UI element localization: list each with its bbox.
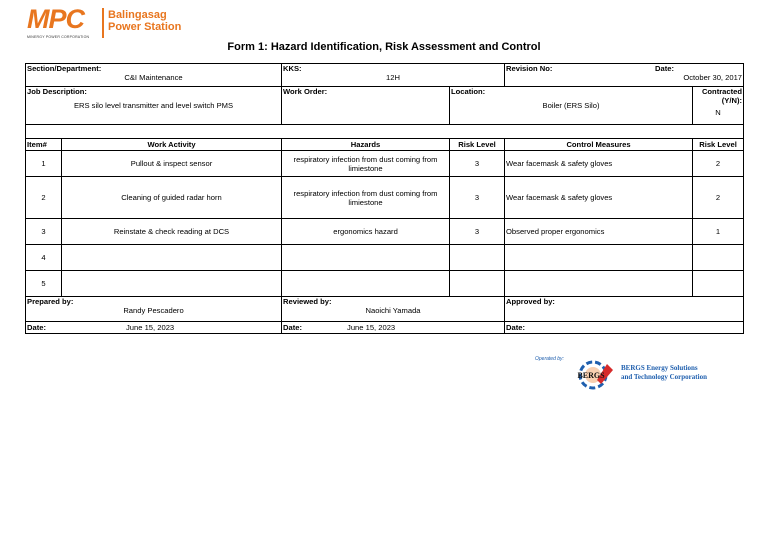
residual-risk-level: 1 bbox=[693, 219, 744, 245]
location-value: Boiler (ERS Silo) bbox=[542, 101, 600, 110]
work-activity: Reinstate & check reading at DCS bbox=[62, 219, 282, 245]
col-control-measures: Control Measures bbox=[505, 139, 693, 151]
company-line2: and Technology Corporation bbox=[621, 373, 707, 381]
bergs-mark-text: BERGS bbox=[577, 371, 605, 380]
residual-risk-level: 2 bbox=[693, 151, 744, 177]
control-measure: Wear facemask & safety gloves bbox=[505, 151, 693, 177]
approved-date-label: Date: bbox=[506, 323, 526, 332]
work-activity bbox=[62, 245, 282, 271]
work-order-cell bbox=[282, 87, 450, 125]
risk-level bbox=[450, 271, 505, 297]
col-hazards: Hazards bbox=[282, 139, 450, 151]
section-cell bbox=[26, 64, 282, 87]
prepared-label: Prepared by: bbox=[27, 297, 74, 306]
hazard-assessment-table bbox=[25, 63, 744, 334]
logo-name-line2: Power Station bbox=[108, 21, 182, 33]
prepared-date: June 15, 2023 bbox=[126, 323, 175, 332]
risk-level: 3 bbox=[450, 151, 505, 177]
info-row-1 bbox=[26, 64, 744, 87]
logo-divider bbox=[102, 8, 104, 38]
control-measure: Observed proper ergonomics bbox=[505, 219, 693, 245]
revision-label: Revision No: bbox=[506, 64, 553, 73]
item-number: 5 bbox=[26, 271, 62, 297]
work-activity: Cleaning of guided radar horn bbox=[62, 177, 282, 219]
location-cell bbox=[450, 87, 693, 125]
bergs-emblem-icon bbox=[569, 360, 615, 390]
contracted-value: N bbox=[715, 108, 721, 117]
prepared-date-label: Date: bbox=[27, 323, 46, 332]
hazard: respiratory infection from dust coming from limiestone bbox=[282, 151, 450, 177]
signoff-row bbox=[26, 297, 744, 322]
logo-subtitle: MINERGY POWER CORPORATION bbox=[27, 35, 90, 39]
approved-by-cell bbox=[505, 297, 744, 322]
residual-risk-level bbox=[693, 245, 744, 271]
control-measure: Wear facemask & safety gloves bbox=[505, 177, 693, 219]
kks-cell bbox=[282, 64, 505, 87]
operator-logo bbox=[535, 356, 750, 396]
reviewed-label: Reviewed by: bbox=[283, 297, 332, 306]
date-value: October 30, 2017 bbox=[683, 73, 743, 82]
item-number: 4 bbox=[26, 245, 62, 271]
company-line1: BERGS Energy Solutions bbox=[621, 364, 698, 372]
col-risk-level: Risk Level bbox=[450, 139, 505, 151]
kks-label: KKS: bbox=[283, 64, 302, 73]
workorder-label: Work Order: bbox=[283, 87, 328, 96]
spacer-row bbox=[26, 125, 744, 139]
logo-mpc-text: MPC bbox=[27, 4, 84, 34]
control-measure bbox=[505, 245, 693, 271]
date-label: Date: bbox=[655, 64, 675, 73]
risk-level: 3 bbox=[450, 177, 505, 219]
table-row bbox=[26, 219, 744, 245]
control-measure bbox=[505, 271, 693, 297]
kks-value: 12H bbox=[386, 73, 400, 82]
signoff-date-row bbox=[26, 322, 744, 334]
revision-date-cell bbox=[505, 64, 744, 87]
contracted-cell bbox=[693, 87, 744, 125]
job-description-cell bbox=[26, 87, 282, 125]
info-row-2 bbox=[26, 87, 744, 125]
operated-by-label: Operated by: bbox=[535, 356, 564, 362]
form-title: Form 1: Hazard Identification, Risk Assessment and Control bbox=[227, 41, 541, 53]
table-row bbox=[26, 151, 744, 177]
reviewed-by-cell bbox=[282, 297, 505, 322]
col-risk-level-after: Risk Level bbox=[693, 139, 744, 151]
reviewed-name: Naoichi Yamada bbox=[365, 306, 421, 315]
approved-label: Approved by: bbox=[506, 297, 555, 306]
logo-station-name bbox=[108, 9, 181, 33]
col-work-activity: Work Activity bbox=[62, 139, 282, 151]
location-label: Location: bbox=[451, 87, 486, 96]
spacer-cell bbox=[26, 125, 744, 139]
residual-risk-level: 2 bbox=[693, 177, 744, 219]
hazard: respiratory infection from dust coming from limiestone bbox=[282, 177, 450, 219]
work-activity: Pullout & inspect sensor bbox=[62, 151, 282, 177]
contracted-label: Contracted (Y/N): bbox=[701, 87, 743, 105]
hazard bbox=[282, 271, 450, 297]
column-header-row bbox=[26, 139, 744, 151]
col-item: Item# bbox=[26, 139, 62, 151]
reviewed-date-cell bbox=[282, 322, 505, 334]
risk-level: 3 bbox=[450, 219, 505, 245]
item-number: 2 bbox=[26, 177, 62, 219]
company-logo bbox=[27, 6, 197, 42]
section-value: C&I Maintenance bbox=[124, 73, 183, 82]
prepared-by-cell bbox=[26, 297, 282, 322]
prepared-name: Randy Pescadero bbox=[123, 306, 184, 315]
job-value: ERS silo level transmitter and level switch PMS bbox=[73, 101, 234, 110]
section-label: Section/Department: bbox=[27, 64, 102, 73]
prepared-date-cell bbox=[26, 322, 282, 334]
table-row bbox=[26, 271, 744, 297]
hazard bbox=[282, 245, 450, 271]
reviewed-date-label: Date: bbox=[283, 323, 303, 332]
bergs-company-name bbox=[621, 364, 707, 382]
work-activity bbox=[62, 271, 282, 297]
table-row bbox=[26, 177, 744, 219]
residual-risk-level bbox=[693, 271, 744, 297]
risk-level bbox=[450, 245, 505, 271]
table-row bbox=[26, 245, 744, 271]
logo-name-line1: Balingasag bbox=[108, 9, 167, 21]
job-label: Job Description: bbox=[27, 87, 87, 96]
reviewed-date: June 15, 2023 bbox=[347, 323, 396, 332]
item-number: 1 bbox=[26, 151, 62, 177]
approved-date-cell bbox=[505, 322, 744, 334]
item-number: 3 bbox=[26, 219, 62, 245]
hazard: ergonomics hazard bbox=[282, 219, 450, 245]
